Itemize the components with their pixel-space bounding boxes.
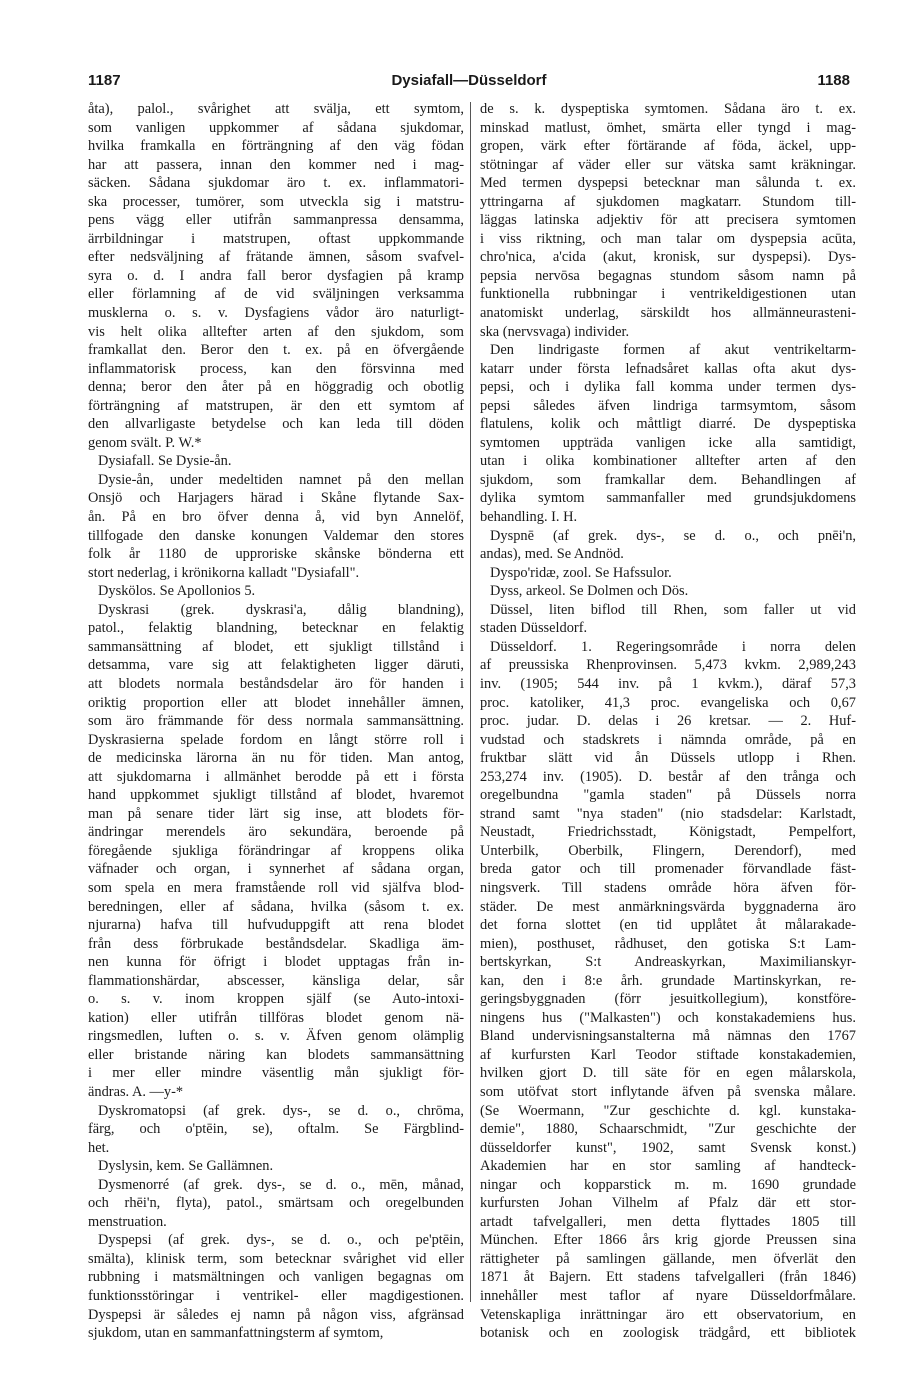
text-line: eller bristande näring kan blodets sammansättning (88, 1046, 464, 1063)
text-line: Dyskrasi (grek. dyskrasi'a, dålig blandning), (98, 601, 464, 618)
text-line: o. s. v. inom kroppen själf (se Auto-intoxi- (88, 991, 464, 1008)
text-line: artadt tafvelgalleri, men detta flyttades 1805 till (480, 1213, 856, 1230)
text-line: minskad matlust, ömhet, smärta eller tyngd i mag- (480, 119, 856, 136)
text-line: inflammatorisk process, kan den försvinna med (88, 360, 464, 377)
text-line: Dyskölos. Se Apollonios 5. (98, 583, 256, 600)
text-line: patol., felaktig blandning, betecknar en felaktig (88, 620, 464, 637)
text-line: framkallat den. Beror den t. ex. på en öfvergående (88, 342, 464, 359)
text-line: att blodets normala beståndsdelar äro för handen i (88, 675, 464, 692)
text-line: syra o. d. I andra fall beror dysfagien på kramp (88, 267, 464, 284)
text-line: dylika symtom sammanfaller med grundsjukdomens (480, 490, 856, 507)
text-line: från dess förbrukade beståndsdelar. Skadliga äm- (88, 935, 464, 952)
text-line: funktionella rubbningar i ventrikeldigestionen utan (480, 286, 856, 303)
text-line: Onsjö och Harjagers härad i Skåne flytande Sax- (88, 490, 464, 507)
right-column (480, 100, 856, 1343)
text-line: hand uppkommet sjukligt tillstånd af blodet, hvaremot (88, 787, 464, 804)
text-line: (Se Woermann, "Zur geschichte d. kgl. kunstaka- (480, 1102, 856, 1119)
text-line: Vetenskapliga inrättningar äro ett observatorium, en (480, 1306, 856, 1323)
text-line: flammationshärdar, abscesser, känsliga delar, sår (88, 972, 464, 989)
text-line: väfnader och organ, i synnerhet af sådana organ, (88, 861, 464, 878)
text-line: tillfogade den danske konungen Valdemar den stores (88, 527, 464, 544)
text-line: inv. (1905; 544 inv. på 1 kvkm.), däraf 57,3 (480, 675, 856, 692)
text-line: pepsia nervōsa begagnas stundom såsom namn på (480, 267, 856, 284)
text-line: Dysiafall. Se Dysie-ån. (98, 453, 232, 470)
text-line: pens vägg eller utifrån sammanpressa densamma, (88, 212, 464, 229)
text-line: pepsi, och i dylika fall komma under termen dys- (480, 379, 856, 396)
text-line: ningar och kopparstick m. m. 1690 grundade (480, 1176, 856, 1193)
text-line: het. (88, 1139, 110, 1156)
text-line: funktionsstöringar i ventrikel- eller magdigestionen. (88, 1288, 464, 1304)
text-line: bertskyrkan, S:t Andreaskyrkan, Maximilianskyr- (480, 954, 856, 971)
text-line: sjukdom, utan en sammanfattningsterm af symtom, (88, 1325, 384, 1342)
text-line: i mer eller mindre väsentlig mån sjukligt för- (88, 1065, 464, 1082)
text-line: anatomiskt underlag, särskildt hos allmänneurasteni- (480, 305, 856, 322)
text-line: kan, den i 8:e årh. grundade Martinskyrkan, re- (480, 972, 856, 989)
text-line: proc. katoliker, 41,3 proc. evangeliska och 0,67 (480, 694, 856, 711)
text-line: folk år 1180 de upproriske skånske bönderna ett (88, 546, 464, 563)
text-line: pepsi således äfven lindriga tarmsymtom, såsom (480, 397, 856, 414)
text-line: 253,274 inv. (1905). D. består af den trånga och (480, 768, 856, 785)
text-line: mien), posthuset, rådhuset, den gotiska S:t Lam- (480, 935, 856, 952)
text-line: strand samt "nya staden" (nio stadsdelar: Karlstadt, (480, 805, 856, 822)
text-line: utan i olika kombinationer alltefter arten af den (480, 453, 856, 470)
text-line: stötningar af väder eller sur vätska samt kräkningar. (480, 156, 856, 173)
text-line: andas), med. Se Andnöd. (480, 546, 624, 563)
text-line: düsseldorfer kunst", 1902, samt Svensk konst.) (480, 1139, 856, 1156)
text-line: breda gator och till promenader förvandlade fäst- (480, 861, 856, 878)
text-line: städer. De mest anmärkningsvärda byggnaderna äro (480, 898, 856, 915)
text-line: föregående sjukliga förändringar af kroppens olika (88, 842, 464, 859)
text-line: staden Düsseldorf. (480, 620, 588, 637)
text-line: som äro främmande för dess normala sammansättning. (88, 713, 464, 730)
text-line: åta), palol., svårighet att svälja, ett symtom, (88, 101, 464, 117)
text-line: hvilken gjort D. till säte för en egen målarskola, (480, 1065, 856, 1082)
text-line: Dyspepsi (af grek. dys-, se d. o., och pe'ptēin, (98, 1232, 464, 1249)
text-line: ändringar merendels äro sekundära, beroende på (88, 824, 464, 841)
text-line: den allvarligaste betydelse och kan leda till döden (88, 416, 464, 433)
page-number-left: 1187 (88, 72, 121, 89)
page-number-right: 1188 (817, 72, 850, 89)
text-line: ningsverk. Till stadens område höra äfven för- (480, 879, 856, 896)
text-line: Bland undervisningsanstalterna må nämnas den 1767 (480, 1028, 856, 1045)
text-line: ringsmedlen, luften o. s. v. Äfven genom olämplig (88, 1028, 464, 1045)
text-line: i viss riktning, och man talar om dyspepsia acūta, (480, 230, 856, 247)
text-line: Dyspnē (af grek. dys-, se d. o., och pnēi'n, (490, 527, 856, 544)
text-line: Dyslysin, kem. Se Gallämnen. (98, 1158, 274, 1175)
text-line: af preussiska Rhenprovinsen. 5,473 kvkm. 2,989,243 (480, 657, 856, 674)
text-line: rubbning i matsmältningen och vanligen begagnas om (88, 1269, 464, 1286)
text-line: hvilka framkalla en förträngning af den väg födan (88, 138, 464, 155)
text-line: stort nederlag, i krönikorna kalladt "Dysiafall". (88, 564, 360, 581)
text-line: ska processer, tumörer, som utveckla sig i matstru- (88, 193, 464, 210)
text-line: Den lindrigaste formen af akut ventrikeltarm- (490, 342, 856, 359)
text-line: beredningen, eller af sådana, hvilka (såsom t. ex. (88, 898, 464, 915)
text-line: denna; beror den åter på en höggradig och obotlig (88, 379, 464, 396)
text-line: behandling. I. H. (480, 509, 578, 526)
text-line: katarr under första lefnadsåret kallas ofta akut dys- (480, 360, 856, 377)
text-line: förträngning af matstrupen, är den ett symtom af (88, 397, 464, 414)
text-line: smälta), klinisk term, som betecknar svårighet vid eller (88, 1250, 464, 1267)
text-line: ska (nervsvaga) individer. (480, 323, 630, 340)
text-line: efter nedsväljning af frätande ämnen, såsom svafvel- (88, 249, 464, 266)
text-line: detsamma, vare sig att felaktigheten ligger däruti, (88, 657, 464, 674)
text-line: gropen, värk efter förtärande af föda, äckel, upp- (480, 138, 856, 155)
text-line: Dysie-ån, under medeltiden namnet på den mellan (98, 471, 464, 488)
text-line: Düssel, liten biflod till Rhen, som faller ut vid (490, 601, 856, 618)
text-line: Düsseldorf. 1. Regeringsområde i norra delen (490, 638, 856, 655)
text-line: som vanligen uppkommer af sådana sjukdomar, (88, 119, 464, 136)
text-line: vis helt olika alltefter arten af den sjukdom, som (88, 323, 464, 340)
text-line: har att passera, innan den kommer ned i mag- (88, 156, 464, 173)
text-line: ärrbildningar i matstrupen, oftast uppkommande (88, 230, 464, 247)
text-line: Dyspepsi är således ej namn på någon viss, afgränsad (88, 1306, 464, 1323)
text-line: geringsbyggnaden (förr jesuitkollegium), konstföre- (480, 991, 856, 1008)
text-line: som utöfvat stort inflytande äfven på svenska målare. (480, 1083, 856, 1100)
text-line: Dyss, arkeol. Se Dolmen och Dös. (490, 583, 689, 600)
text-line: läggas latinska adjektiv för att precisera symtomen (480, 212, 856, 229)
text-line: sammansättning af blodet, ett sjukligt tillstånd i (88, 638, 464, 655)
left-column (88, 100, 464, 1343)
text-line: de s. k. dyspeptiska symtomen. Sådana äro t. ex. (480, 101, 856, 117)
text-line: symtomen uppträda vanligen icke alla samtidigt, (480, 434, 856, 451)
text-line: de medicinska lärorna än nu för tiden. Man antog, (88, 750, 464, 767)
text-line: genom svält. P. W.* (88, 434, 202, 451)
text-line: oregelbundna "gamla staden" på Düssels norra (480, 787, 856, 804)
text-line: München. Efter 1866 års krig gjorde Preussen sina (480, 1232, 856, 1249)
text-line: färg, och o'ptēin, se), oftalm. Se Färgblind- (88, 1121, 464, 1138)
text-line: säcken. Sådana sjukdomar äro t. ex. inflammatori- (88, 175, 464, 192)
text-line: 1871 åt Bajern. Ett stadens tafvelgalleri (från 1846) (480, 1269, 856, 1286)
text-line: chro'nica, a'cida (akut, kronisk, sur dyspepsi). Dys- (480, 249, 856, 266)
text-line: njurarna) hafva till hufvuduppgift att rena blodet (88, 917, 464, 934)
text-line: sjukdom, som framkallar dem. Behandlingen af (480, 471, 856, 488)
running-title: Dysiafall—Düsseldorf (391, 72, 547, 89)
text-line: eller förlamning af de vid sväljningen verksamma (88, 286, 464, 303)
text-line: oriktig proportion eller att blodet innehåller ämnen, (88, 694, 464, 711)
text-line: vudstad och stadskrets i nämnda område, på en (480, 731, 856, 748)
text-line: rättigheter på samlingen gällande, men öfverlät den (480, 1250, 856, 1267)
text-line: Dyskrasierna spelade fordom en långt större roll i (88, 731, 464, 748)
text-line: Dysmenorré (af grek. dys-, se d. o., mēn, månad, (98, 1176, 464, 1193)
text-line: och rhēi'n, flyta), patol., smärtsam och oregelbunden (88, 1195, 464, 1212)
text-line: af kurfursten Karl Teodor stiftade konstakademien, (480, 1046, 856, 1063)
text-line: Dyskromatopsi (af grek. dys-, se d. o., chrōma, (98, 1102, 464, 1119)
text-line: fruktbar slätt vid ån Düssels utlopp i Rhen. (480, 750, 856, 767)
text-line: menstruation. (88, 1213, 167, 1230)
text-line: Unterbilk, Oberbilk, Flingern, Derendorf), med (480, 842, 856, 859)
text-line: demie", 1880, Schaarschmidt, "Zur geschichte der (480, 1121, 856, 1138)
text-line: innehåller mest taflor af nyare Düsseldorfmålare. (480, 1288, 856, 1304)
text-line: Neustadt, Friedrichsstadt, Königstadt, Pempelfort, (480, 824, 856, 841)
text-line: Med termen dyspepsi betecknar man sålunda t. ex. (480, 175, 856, 192)
text-line: kurfursten Johan Vilhelm af Pfalz där ett stor- (480, 1195, 856, 1212)
text-line: att sjukdomarna i allmänhet berodde på ett i första (88, 768, 464, 785)
text-line: ändras. A. —y-* (88, 1083, 184, 1100)
text-line: botanisk och en zoologisk trädgård, ett bibliotek (480, 1325, 856, 1342)
text-line: ån. På en bro öfver denna å, vid byn Annelöf, (88, 509, 464, 526)
text-line: nen kunna för öfrigt i blodet upptagas från in- (88, 954, 464, 971)
text-line: Akademien har en stor samling af handteck- (480, 1158, 856, 1175)
page-header (88, 72, 850, 94)
text-line: yttringarna af sjukdomen magkatarr. Stundom till- (480, 193, 856, 210)
text-line: musklerna o. s. v. Dysfagiens vådor äro naturligt- (88, 305, 464, 322)
text-line: ningens hus ("Malkasten") och konstakademiens hus. (480, 1009, 856, 1026)
text-line: som spela en mera framstående roll vid själfva blod- (88, 879, 464, 896)
text-line: det forna slottet (en tid upplåtet åt målarakade- (480, 917, 856, 934)
text-line: kation) eller utifrån tillföras blodet genom nä- (88, 1009, 464, 1026)
text-line: flatulens, kolik och måttligt diarré. De dyspeptiska (480, 416, 856, 433)
text-line: proc. judar. D. delas i 26 kretsar. — 2. Huf- (480, 713, 856, 730)
text-line: man på senare tider lärt sig inse, att blodets för- (88, 805, 464, 822)
column-rule (470, 102, 471, 1302)
text-line: Dyspo'ridæ, zool. Se Hafssulor. (490, 564, 672, 581)
